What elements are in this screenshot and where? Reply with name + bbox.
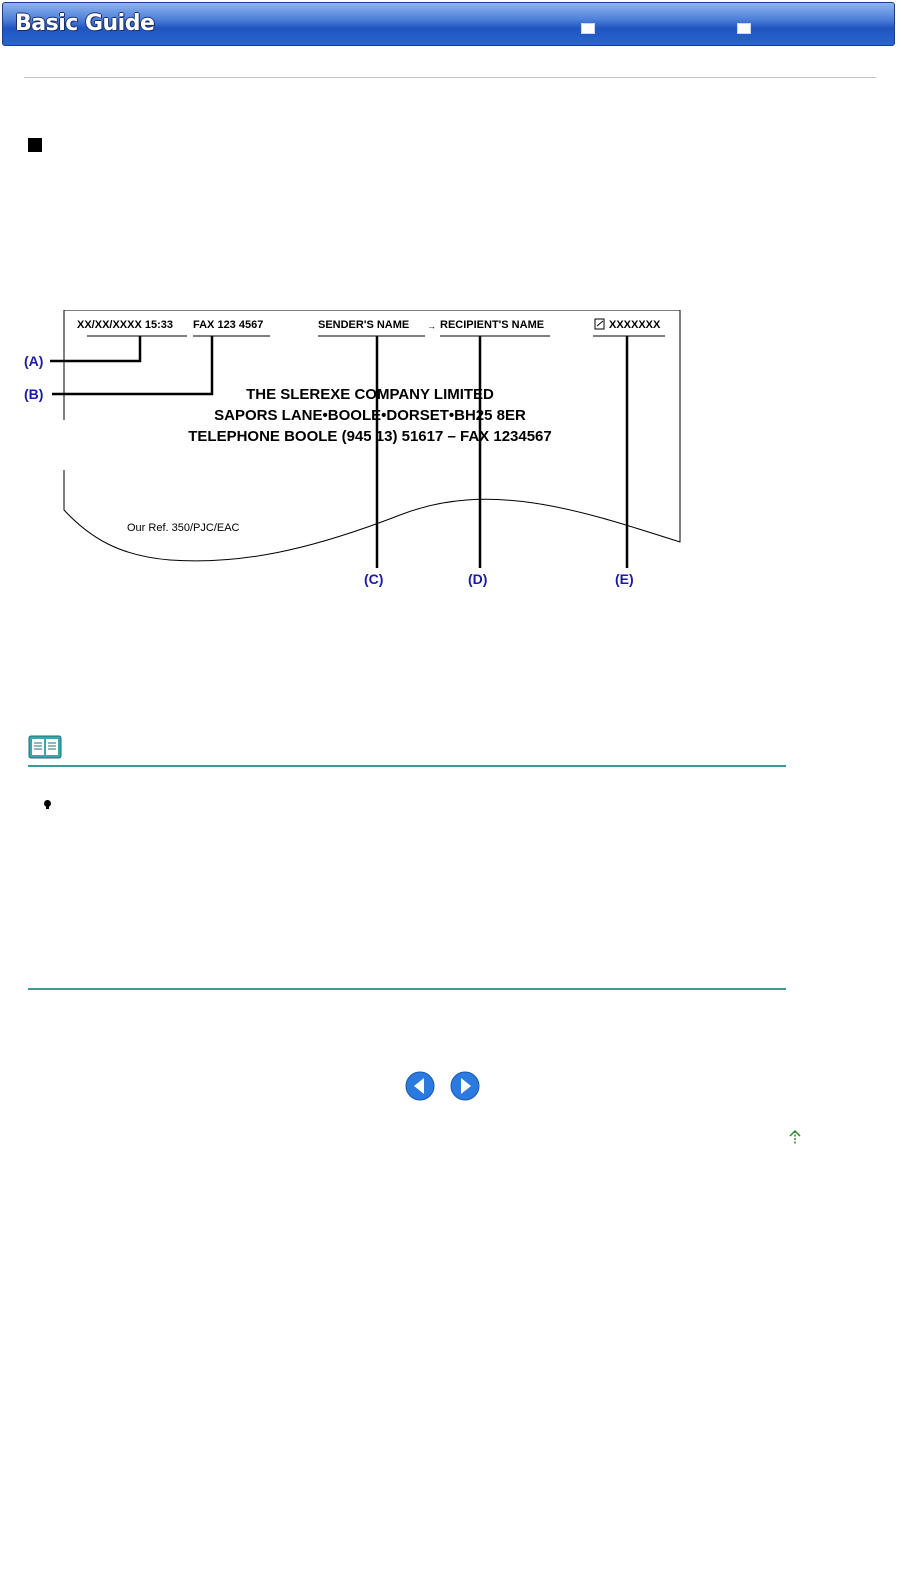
fax-sample-figure xyxy=(20,310,690,600)
next-arrow-icon xyxy=(450,1071,480,1101)
callout-c: (C) xyxy=(364,571,384,587)
reference-text: Our Ref. 350/PJC/EAC xyxy=(127,522,240,534)
previous-page-button[interactable] xyxy=(405,1071,435,1101)
header-bar xyxy=(2,2,895,46)
recipient-name: RECIPIENT'S NAME xyxy=(440,319,545,331)
note-book-icon xyxy=(28,734,62,765)
callout-b: (B) xyxy=(24,386,44,402)
fax-datetime: XX/XX/XXXX 15:33 xyxy=(77,319,173,331)
next-page-button[interactable] xyxy=(450,1071,480,1101)
note-bottom-rule xyxy=(28,988,786,990)
page-header-title: Basic Guide xyxy=(15,11,155,36)
back-to-top-button[interactable] xyxy=(788,1129,802,1145)
page-icon xyxy=(595,319,604,329)
top-divider xyxy=(24,77,876,78)
note-top-rule xyxy=(28,765,786,767)
sender-name: SENDER'S NAME xyxy=(318,319,410,331)
callout-d: (D) xyxy=(468,571,488,587)
letterhead-line-3: TELEPHONE BOOLE (945 13) 51617 – FAX 1234567 xyxy=(188,428,552,445)
previous-arrow-icon xyxy=(405,1071,435,1101)
callout-a: (A) xyxy=(24,353,44,369)
header-nav-button-1[interactable] xyxy=(581,23,595,34)
note-bullet-icon xyxy=(44,800,51,807)
fax-number: FAX 123 4567 xyxy=(193,319,264,331)
back-to-top-icon xyxy=(788,1129,802,1145)
letterhead-line-2: SAPORS LANE•BOOLE•DORSET•BH25 8ER xyxy=(214,407,526,424)
arrow-glyph: → xyxy=(427,321,436,331)
pages-count: XXXXXXX xyxy=(609,319,661,331)
callout-e: (E) xyxy=(615,571,634,587)
section-bullet-icon xyxy=(28,138,42,152)
header-nav-button-2[interactable] xyxy=(737,23,751,34)
letterhead-line-1: THE SLEREXE COMPANY LIMITED xyxy=(246,386,494,403)
